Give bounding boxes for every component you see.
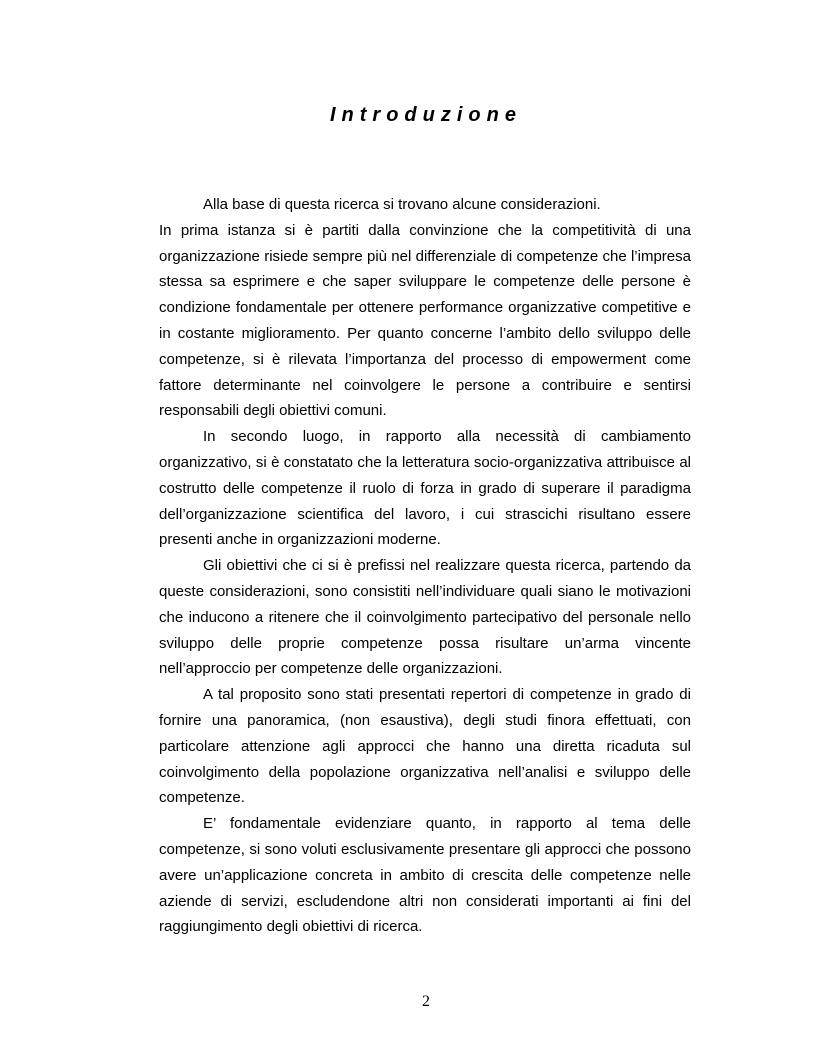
paragraph-4: Gli obiettivi che ci si è prefissi nel realizzare questa ricerca, partendo da queste considerazioni, sono consistiti nell’individuare quali siano le motivazioni che inducono a ritenere che il coinvolgimento partecipativo del personale nello sviluppo delle proprie competenze possa risultare un’arma vincente nell’approccio per competenze delle organizzazioni. bbox=[159, 557, 691, 678]
paragraph-5: A tal proposito sono stati presentati repertori di competenze in grado di fornire una panoramica, (non esaustiva), degli studi finora effettuati, con particolare attenzione agli approcci che hanno una diretta ricaduta sul coinvolgimento della popolazione organizzativa nell’analisi e sviluppo delle competenze. bbox=[159, 686, 691, 807]
page-number: 2 bbox=[422, 993, 430, 1010]
paragraph-1: Alla base di questa ricerca si trovano alcune considerazioni. bbox=[203, 196, 601, 213]
paragraph-6: E’ fondamentale evidenziare quanto, in rapporto al tema delle competenze, si sono voluti esclusivamente presentare gli approcci che possono avere un’applicazione concreta in ambito di crescita delle competenze nelle aziende di servizi, escludendone altri non considerati importanti ai fini del raggiungimento degli obiettivi di ricerca. bbox=[159, 815, 691, 936]
body-text bbox=[159, 192, 691, 940]
paragraph-3: In secondo luogo, in rapporto alla necessità di cambiamento organizzativo, si è constatato che la letteratura socio-organizzativa attribuisce al costrutto delle competenze il ruolo di forza in grado di superare il paradigma dell’organizzazione scientifica del lavoro, i cui strascichi risultano essere presenti anche in organizzazioni moderne. bbox=[159, 428, 691, 549]
paragraph-2: In prima istanza si è partiti dalla convinzione che la competitività di una organizzazione risiede sempre più nel differenziale di competenze che l’impresa stessa sa esprimere e che saper sviluppare le competenze delle persone è condizione fondamentale per ottenere performance organizzative competitive e in costante miglioramento. Per quanto concerne l’ambito dello sviluppo delle competenze, si è rilevata l’importanza del processo di empowerment come fattore determinante nel coinvolgere le persone a contribuire e sentirsi responsabili degli obiettivi comuni. bbox=[159, 221, 691, 420]
page-title: Introduzione bbox=[330, 104, 522, 126]
